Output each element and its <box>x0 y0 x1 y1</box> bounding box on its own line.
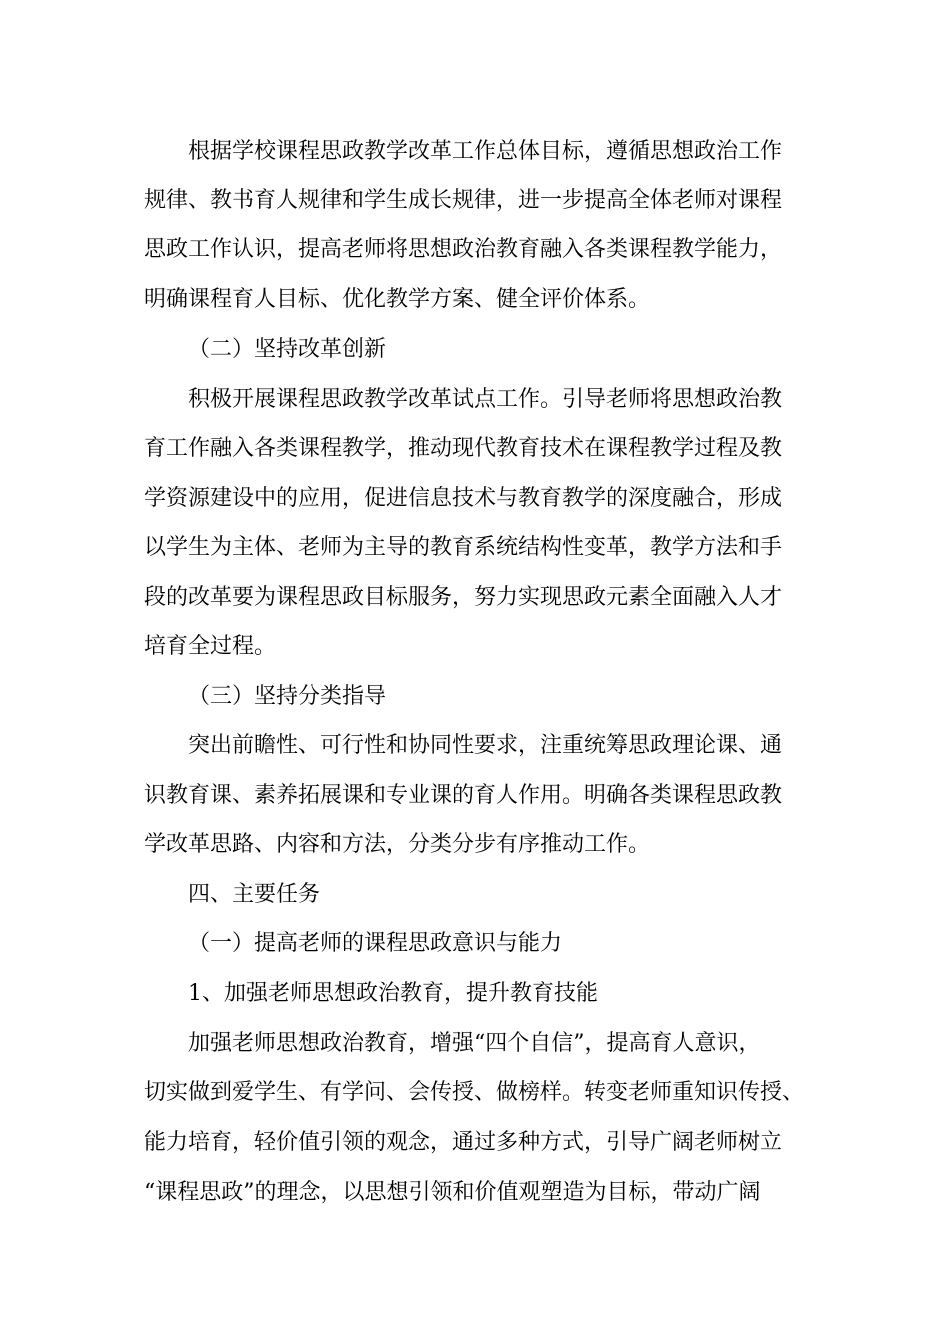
section-heading: 四、主要任务 <box>188 882 321 907</box>
section-heading: （二）坚持改革创新 <box>188 337 387 362</box>
paragraph-line: 加强老师思想政治教育，增强“四个自信”，提高育人意识， <box>188 1031 761 1056</box>
paragraph-line: 能力培育，轻价值引领的观念，通过多种方式，引导广阔老师树立 <box>144 1130 783 1155</box>
paragraph-line: 培育全过程。 <box>144 634 277 659</box>
paragraph-line: 规律、教书育人规律和学生成长规律，进一步提高全体老师对课程 <box>144 188 783 213</box>
paragraph-line: 突出前瞻性、可行性和协同性要求，注重统筹思政理论课、通 <box>188 733 783 758</box>
paragraph-line: 学资源建设中的应用，促进信息技术与教育教学的深度融合，形成 <box>144 486 783 511</box>
paragraph-line: 育工作融入各类课程教学，推动现代教育技术在课程教学过程及教 <box>144 436 783 461</box>
paragraph-line: 以学生为主体、老师为主导的教育系统结构性变革，教学方法和手 <box>144 535 783 560</box>
paragraph-line: 切实做到爱学生、有学问、会传授、做榜样。转变老师重知识传授、 <box>144 1080 805 1105</box>
paragraph-line: 段的改革要为课程思政目标服务，努力实现思政元素全面融入人才 <box>144 585 783 610</box>
section-heading: （三）坚持分类指导 <box>188 684 387 709</box>
paragraph-line: 积极开展课程思政教学改革试点工作。引导老师将思想政治教 <box>188 387 783 412</box>
paragraph-line: 学改革思路、内容和方法，分类分步有序推动工作。 <box>144 832 651 857</box>
paragraph-line: 识教育课、素养拓展课和专业课的育人作用。明确各类课程思政教 <box>144 783 783 808</box>
paragraph-line: “课程思政”的理念，以思想引领和价值观塑造为目标，带动广阔 <box>144 1180 761 1205</box>
paragraph-line: 明确课程育人目标、优化教学方案、健全评价体系。 <box>144 287 651 312</box>
paragraph-line: 思政工作认识，提高老师将思想政治教育融入各类课程教学能力， <box>144 237 783 262</box>
section-heading: （一）提高老师的课程思政意识与能力 <box>188 931 563 956</box>
paragraph-line: 根据学校课程思政教学改革工作总体目标，遵循思想政治工作 <box>188 139 783 164</box>
subsection-heading: 1、加强老师思想政治教育，提升教育技能 <box>188 981 598 1006</box>
